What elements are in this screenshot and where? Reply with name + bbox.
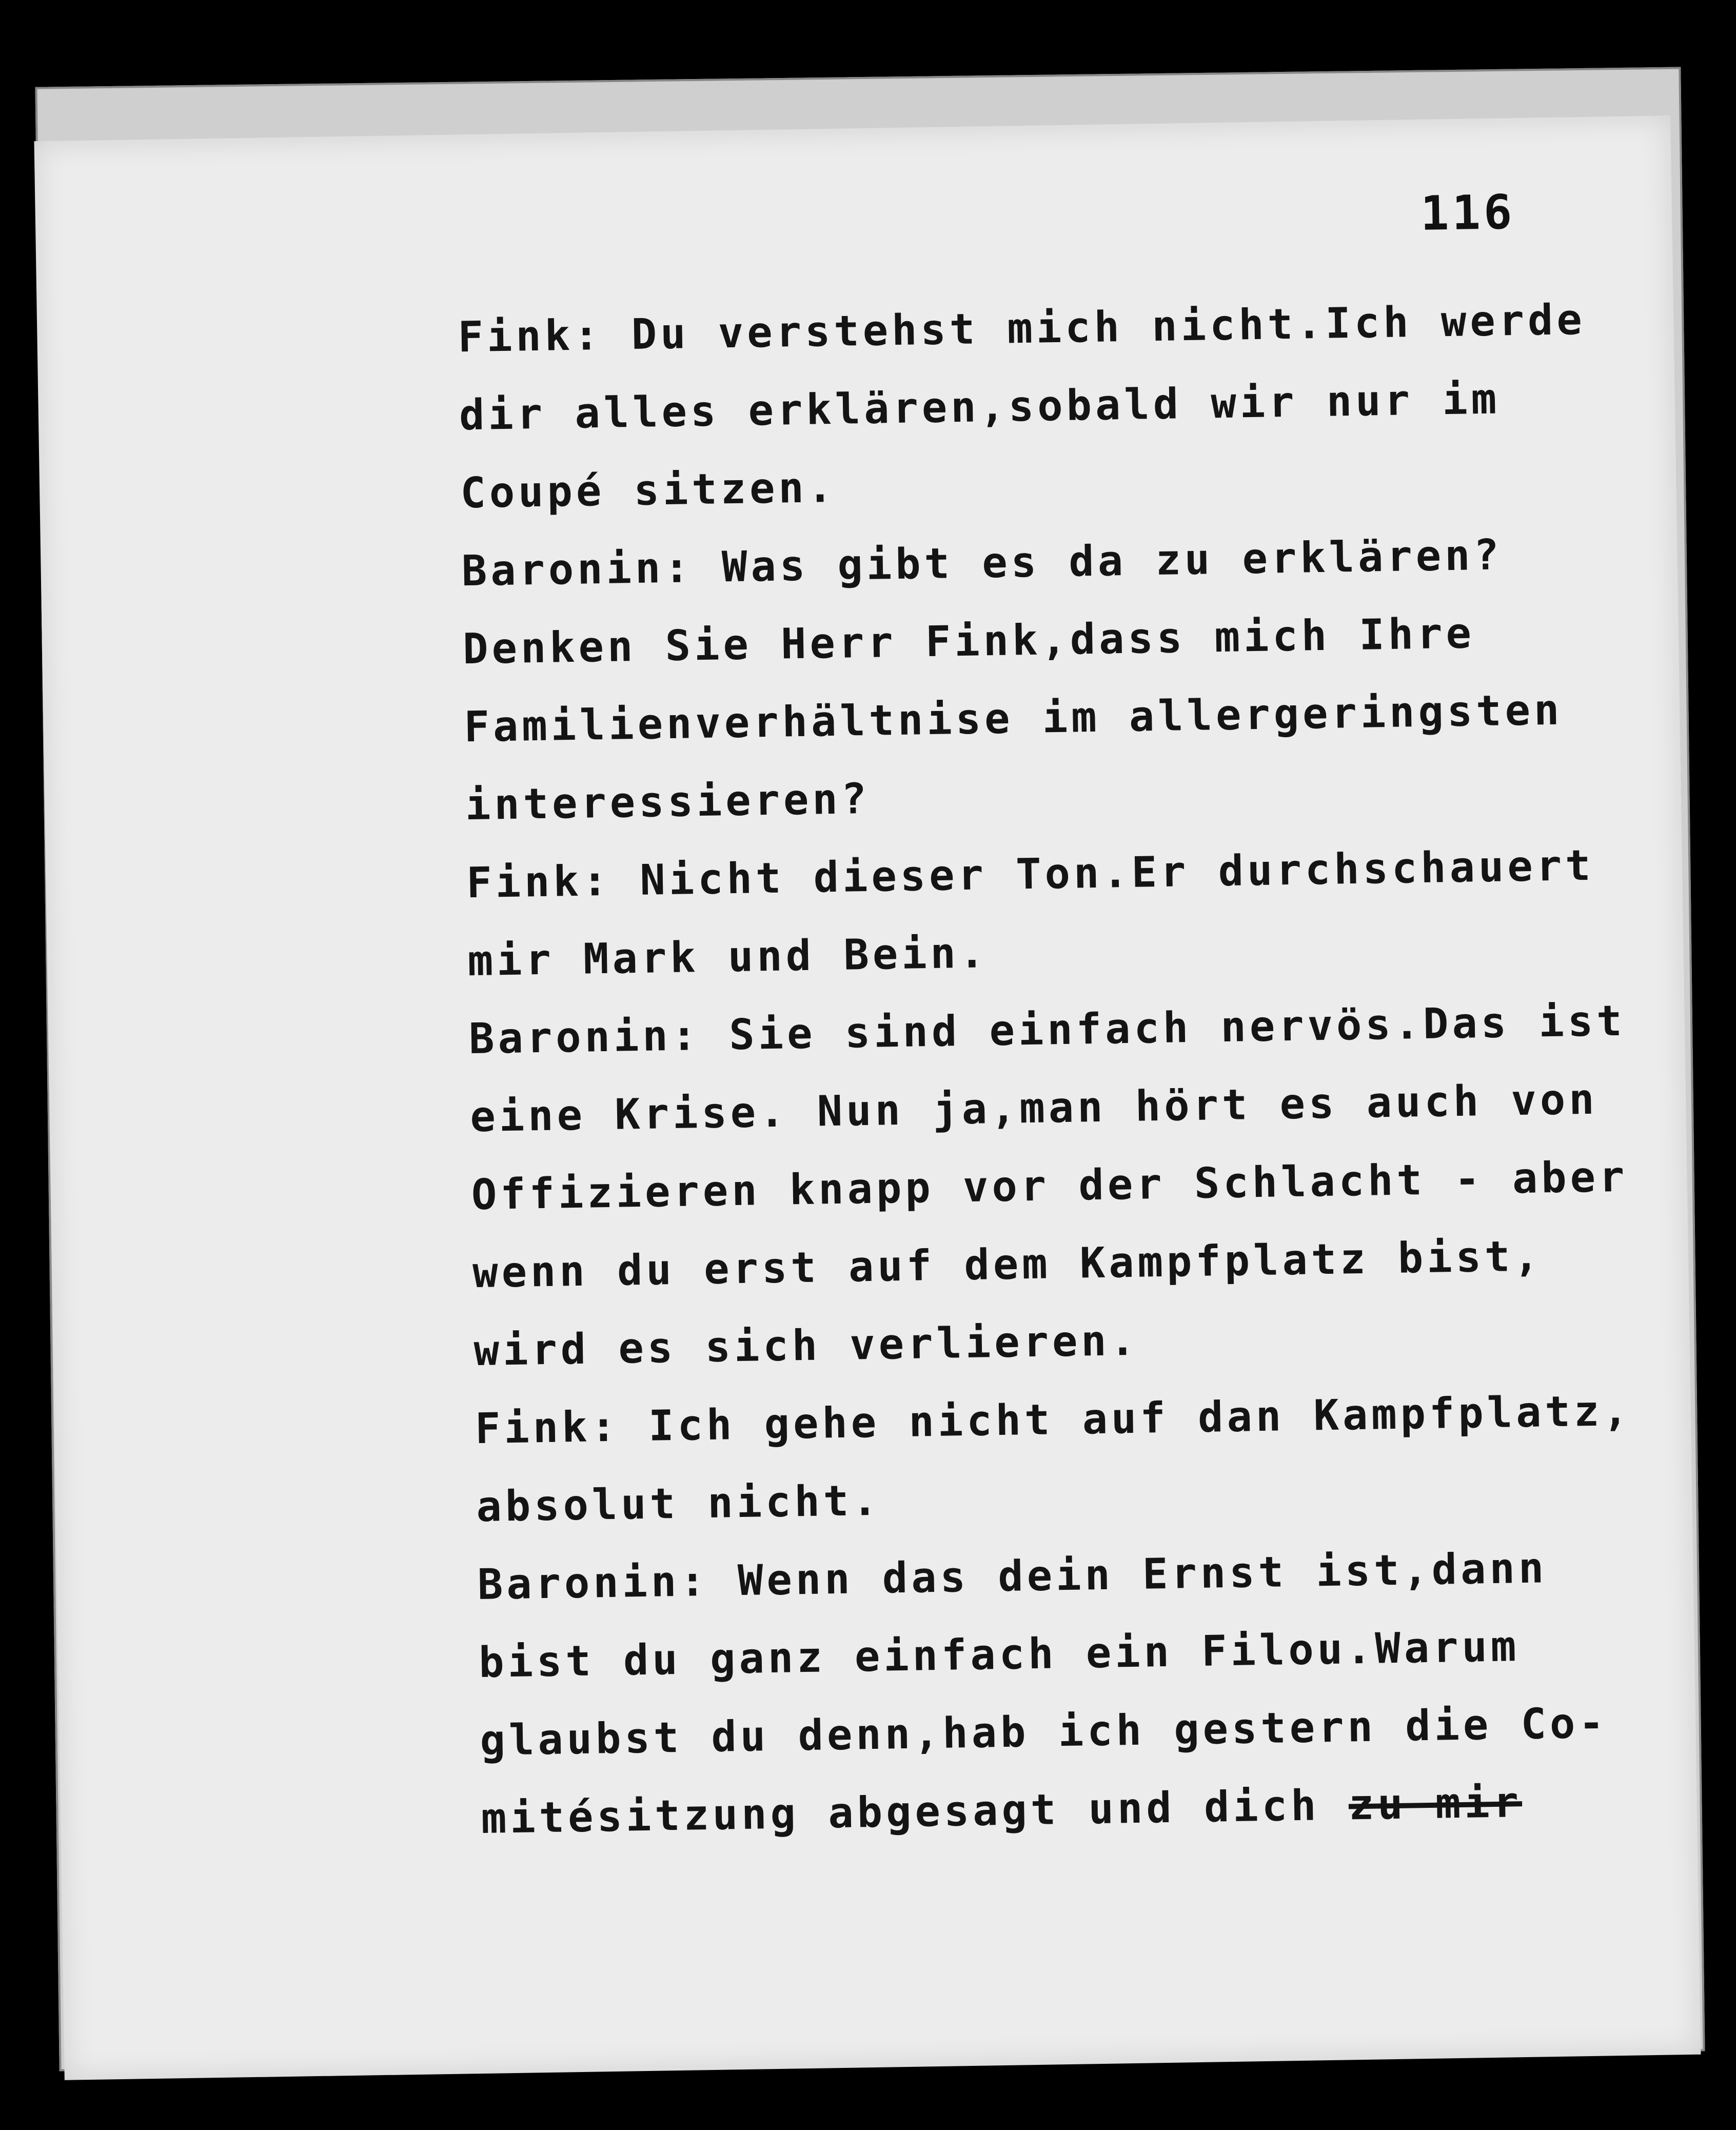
- dialogue-text: [457, 280, 1661, 1858]
- page-number: 116: [1420, 184, 1516, 241]
- text-line: wenn du erst auf dem Kampfplatz bist,: [472, 1232, 1543, 1298]
- typewritten-page: [34, 115, 1701, 2080]
- text-line: wird es sich verlieren.: [473, 1316, 1139, 1376]
- text-line: eine Krise. Nun ja,man hört es auch von: [469, 1075, 1599, 1142]
- text-line: Offizieren knapp vor der Schlacht - aber: [471, 1152, 1629, 1220]
- text-line: Fink: Ich gehe nicht auf dan Kampfplatz,: [475, 1386, 1632, 1454]
- struck-out-text: zu mir: [1348, 1778, 1523, 1830]
- text-line: glaubst du denn,hab ich gestern die Co-: [479, 1699, 1608, 1766]
- text-line: bist du ganz einfach ein Filou.Warum: [478, 1622, 1520, 1688]
- text-line-content: mitésitzung abgesagt und dich: [481, 1781, 1320, 1843]
- text-line: Baronin: Was gibt es da zu erklären?: [461, 530, 1503, 596]
- text-line: Fink: Nicht dieser Ton.Er durchschauert: [466, 841, 1595, 908]
- text-line: Denken Sie Herr Fink,dass mich Ihre: [462, 609, 1475, 674]
- text-line: mir Mark und Bein.: [467, 929, 989, 986]
- text-line: Coupé sitzen.: [460, 463, 837, 518]
- text-line: Baronin: Sie sind einfach nervös.Das ist: [468, 996, 1626, 1064]
- text-line: dir alles erklären,sobald wir nur im: [459, 374, 1501, 440]
- text-line: absolut nicht.: [476, 1476, 882, 1532]
- text-line: Baronin: Wenn das dein Ernst ist,dann: [477, 1544, 1548, 1610]
- text-line: interessieren?: [465, 774, 871, 830]
- text-line: Familienverhältnise im allergeringsten: [463, 685, 1564, 752]
- text-line: Fink: Du verstehst mich nicht.Ich werde: [457, 295, 1586, 362]
